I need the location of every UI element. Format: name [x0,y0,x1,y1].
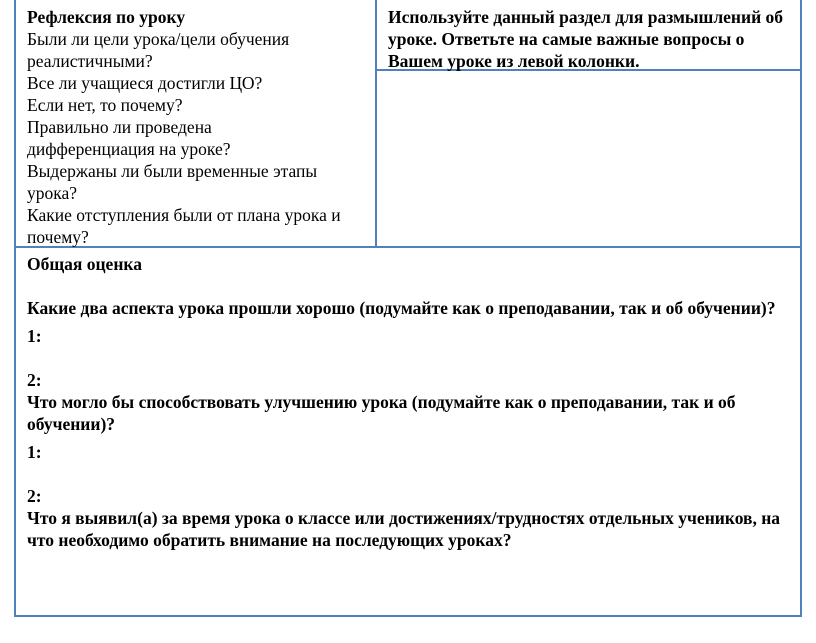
reflection-question-line: дифференциация на уроке? [27,139,231,159]
reflection-question-line: Выдержаны ли были временные этапы [27,161,318,181]
reflection-table [14,0,802,620]
reflection-question-line: почему? [27,227,89,247]
reflection-question-line: Какие отступления были от плана урока и [27,205,341,225]
reflection-instruction: Используйте данный раздел для размышлений об уроке. Ответьте на самые важные вопросы о Вашем уроке из левой колонки. [388,7,784,71]
reflection-questions-cell [27,6,372,248]
column-divider [375,0,377,248]
reflection-question-line: Если нет, то почему? [27,95,183,115]
assessment-title: Общая оценка [27,254,142,274]
answer-slot-1-2: 2: [27,370,42,390]
reflection-question-line: реалистичными? [27,51,153,71]
answer-slot-2-1: 1: [27,442,42,462]
reflection-question-line: Все ли учащиеся достигли ЦО? [27,73,263,93]
assessment-question-2: Что могло бы способствовать улучшению урока (подумайте как о преподавании, так и об обучении)? [27,392,736,434]
overall-assessment-cell [27,253,787,551]
reflection-question-line: урока? [27,183,78,203]
reflection-question-line: Правильно ли проведена [27,117,212,137]
reflection-title: Рефлексия по уроку [27,7,186,27]
reflection-question-line: Были ли цели урока/цели обучения [27,29,290,49]
answer-slot-2-2: 2: [27,486,42,506]
assessment-question-1: Какие два аспекта урока прошли хорошо (подумайте как о преподавании, так и об обучении)? [27,298,776,318]
assessment-question-3: Что я выявил(а) за время урока о классе или достижениях/трудностях отдельных учеников, на что необходимо обратить внимание на последующих уроках? [27,508,781,550]
answer-slot-1-1: 1: [27,326,42,346]
